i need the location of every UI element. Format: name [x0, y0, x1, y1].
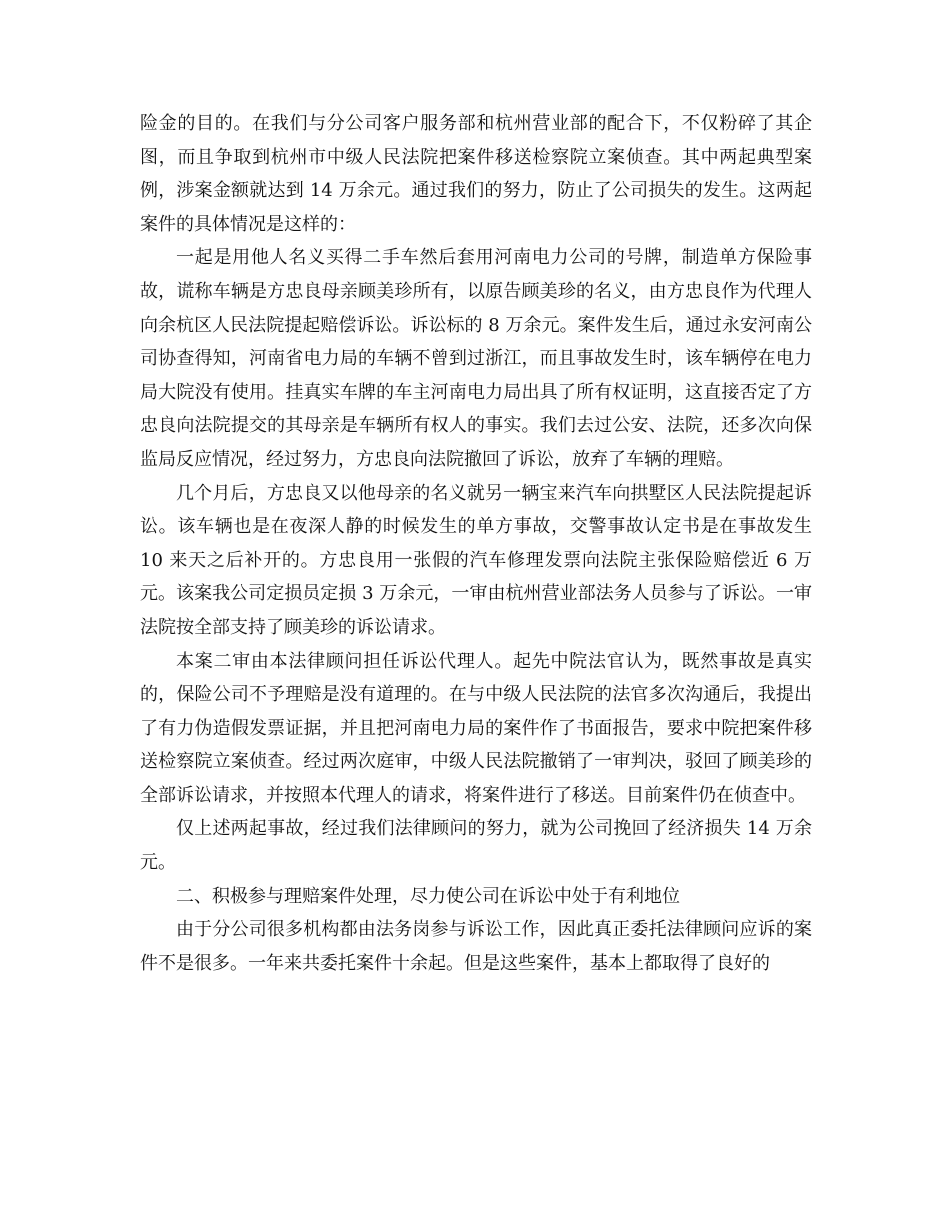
- paragraph-2: 一起是用他人名义买得二手车然后套用河南电力公司的号牌，制造单方保险事故，谎称车辆是方忠良母亲顾美珍所有，以原告顾美珍的名义，由方忠良作为代理人向余杭区人民法院提起赔偿诉讼。诉讼标的 8 万余元。案件发生后，通过永安河南公司协查得知，河南省电力局的车辆不曾到过浙江，而且事故发生时，该车辆停在电力局大院没有使用。挂真实车牌的车主河南电力局出具了所有权证明，这直接否定了方忠良向法院提交的其母亲是车辆所有权人的事实。我们去过公安、法院，还多次向保监局反应情况，经过努力，方忠良向法院撤回了诉讼，放弃了车辆的理赔。: [140, 247, 812, 470]
- paragraph-6: 由于分公司很多机构都由法务岗参与诉讼工作，因此真正委托法律顾问应诉的案件不是很多。一年来共委托案件十余起。但是这些案件，基本上都取得了良好的: [140, 919, 812, 974]
- paragraph-5: 仅上述两起事故，经过我们法律顾问的努力，就为公司挽回了经济损失 14 万余元。: [140, 818, 812, 874]
- paragraph-1: 险金的目的。在我们与分公司客户服务部和杭州营业部的配合下，不仅粉碎了其企图，而且争取到杭州市中级人民法院把案件移送检察院立案侦查。其中两起典型案例，涉案金额就达到 14 万余元。通过我们的努力，防止了公司损失的发生。这两起案件的具体情况是这样的：: [140, 113, 812, 235]
- paragraph-3: 几个月后，方忠良又以他母亲的名义就另一辆宝来汽车向拱墅区人民法院提起诉讼。该车辆也是在夜深人静的时候发生的单方事故，交警事故认定书是在事故发生 10 来天之后补开的。方忠良用一张假的汽车修理发票向法院主张保险赔偿近 6 万元。该案我公司定损员定损 3 万余元，一审由杭州营业部法务人员参与了诉讼。一审法院按全部支持了顾美珍的诉讼请求。: [140, 482, 812, 638]
- paragraph-4: 本案二审由本法律顾问担任诉讼代理人。起先中院法官认为，既然事故是真实的，保险公司不予理赔是没有道理的。在与中级人民法院的法官多次沟通后，我提出了有力伪造假发票证据，并且把河南电力局的案件作了书面报告，要求中院把案件移送检察院立案侦查。经过两次庭审，中级人民法院撤销了一审判决，驳回了顾美珍的全部诉讼请求，并按照本代理人的请求，将案件进行了移送。目前案件仍在侦查中。: [140, 650, 812, 806]
- document-body: [140, 107, 812, 980]
- section-heading: 二、积极参与理赔案件处理，尽力使公司在诉讼中处于有利地位: [176, 885, 680, 907]
